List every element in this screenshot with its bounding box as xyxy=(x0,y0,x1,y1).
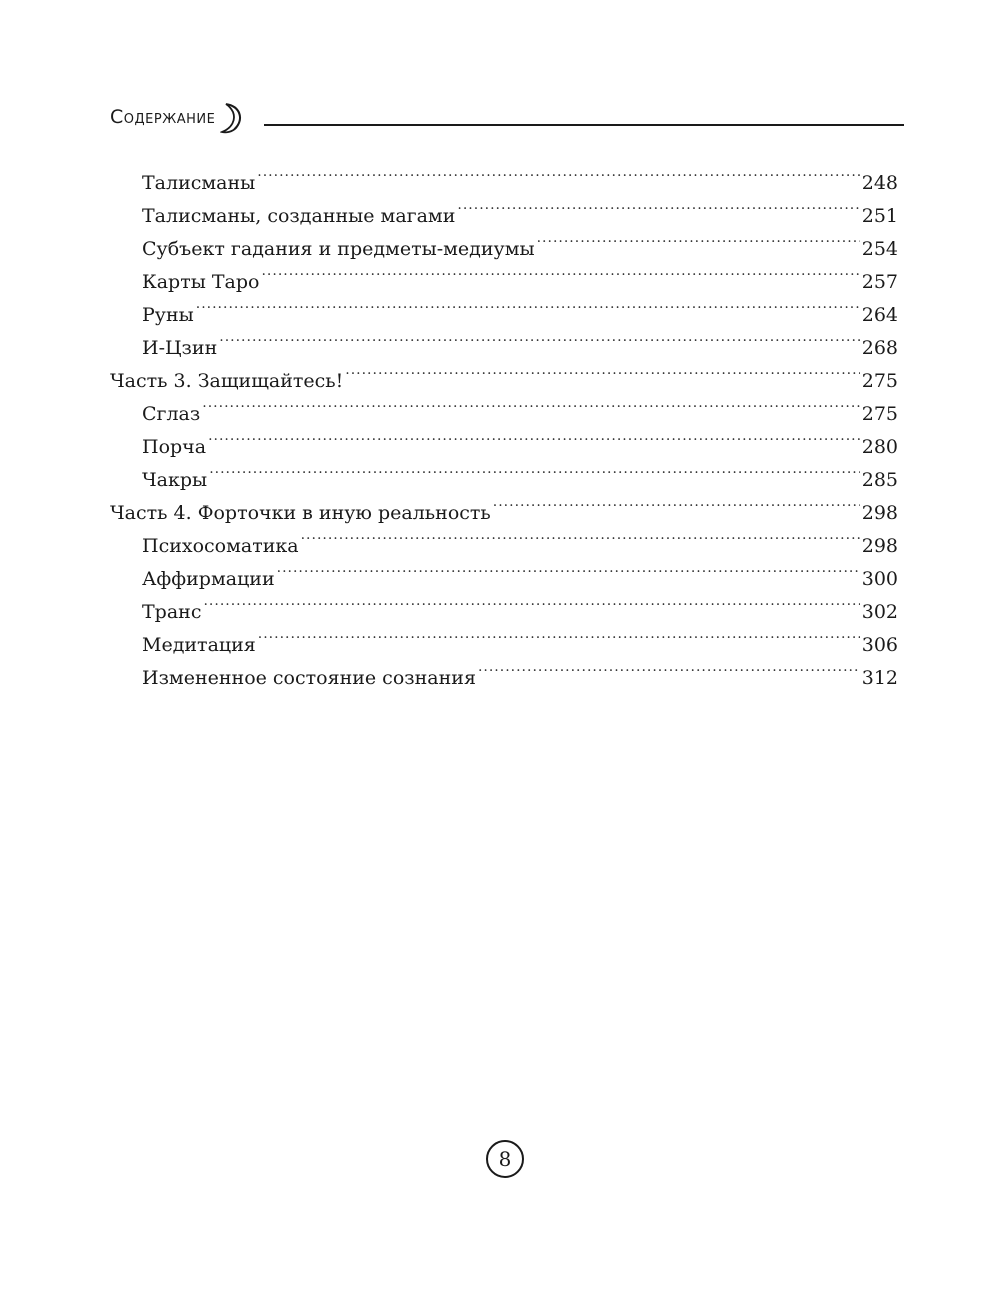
toc-dot-leader xyxy=(196,288,860,321)
toc-entry-page: 264 xyxy=(861,304,898,326)
toc-dot-leader xyxy=(209,453,860,486)
toc-entry-page: 251 xyxy=(861,205,898,227)
toc-entry-row[interactable] xyxy=(110,321,898,359)
toc-entry-row[interactable] xyxy=(110,453,898,491)
toc-entry-title: Руны xyxy=(142,304,194,326)
toc-dot-leader xyxy=(537,222,860,255)
toc-entry-title: Психосоматика xyxy=(142,535,299,557)
toc-dot-leader xyxy=(202,387,859,420)
toc-dot-leader xyxy=(203,585,859,618)
toc-entry-title: Порча xyxy=(142,436,207,458)
toc-entry-row[interactable] xyxy=(110,618,898,656)
toc-dot-leader xyxy=(345,354,859,387)
toc-entry-page: 268 xyxy=(861,337,898,359)
toc-entry-title: Талисманы xyxy=(142,172,256,194)
toc-entry-page: 302 xyxy=(861,601,898,623)
toc-entry-title: Часть 3. Защищайтесь! xyxy=(110,370,344,392)
toc-entry-row[interactable] xyxy=(110,585,898,623)
toc-entry-row[interactable] xyxy=(110,420,898,458)
toc-entry-row[interactable] xyxy=(110,288,898,326)
toc-entry-page: 275 xyxy=(861,370,898,392)
toc-dot-leader xyxy=(261,255,859,288)
toc-entry-page: 300 xyxy=(861,568,898,590)
crescent-moon-icon xyxy=(220,102,246,134)
toc-entry-title: Чакры xyxy=(142,469,208,491)
toc-dot-leader xyxy=(208,420,860,453)
toc-section-row[interactable] xyxy=(110,354,898,392)
toc-entry-page: 298 xyxy=(861,502,898,524)
toc-dot-leader xyxy=(257,156,859,189)
toc-entry-page: 285 xyxy=(861,469,898,491)
toc-dot-leader xyxy=(301,519,860,552)
toc-entry-page: 254 xyxy=(861,238,898,260)
toc-entry-page: 312 xyxy=(861,667,898,689)
header-rule xyxy=(264,124,904,126)
running-header xyxy=(110,100,905,136)
toc-entry-row[interactable] xyxy=(110,156,898,194)
toc-entry-page: 275 xyxy=(861,403,898,425)
toc-entry-page: 257 xyxy=(861,271,898,293)
toc-entry-page: 306 xyxy=(861,634,898,656)
toc-entry-title: Часть 4. Форточки в иную реальность xyxy=(110,502,491,524)
toc-entry-title: Аффирмации xyxy=(142,568,275,590)
toc-dot-leader xyxy=(258,618,860,651)
header-title: Содержание xyxy=(110,106,216,128)
toc-entry-title: Карты Таро xyxy=(142,271,260,293)
toc-dot-leader xyxy=(457,189,859,222)
toc-entry-row[interactable] xyxy=(110,387,898,425)
toc-dot-leader xyxy=(493,486,860,519)
toc-entry-title: Транс xyxy=(142,601,202,623)
toc-section-row[interactable] xyxy=(110,486,898,524)
toc-entry-page: 248 xyxy=(861,172,898,194)
toc-entry-title: Талисманы, созданные магами xyxy=(142,205,456,227)
toc-entry-title: Сглаз xyxy=(142,403,201,425)
toc-entry-page: 298 xyxy=(861,535,898,557)
toc-entry-title: Медитация xyxy=(142,634,256,656)
toc-entry-title: Субъект гадания и предметы-медиумы xyxy=(142,238,535,260)
toc-entry-title: Измененное состояние сознания xyxy=(142,667,476,689)
table-of-contents xyxy=(110,156,898,689)
toc-entry-page: 280 xyxy=(861,436,898,458)
toc-dot-leader xyxy=(478,651,860,684)
toc-dot-leader xyxy=(219,321,859,354)
toc-entry-title: И-Цзин xyxy=(142,337,218,359)
toc-dot-leader xyxy=(277,552,860,585)
page-number-badge: 8 xyxy=(486,1140,524,1178)
